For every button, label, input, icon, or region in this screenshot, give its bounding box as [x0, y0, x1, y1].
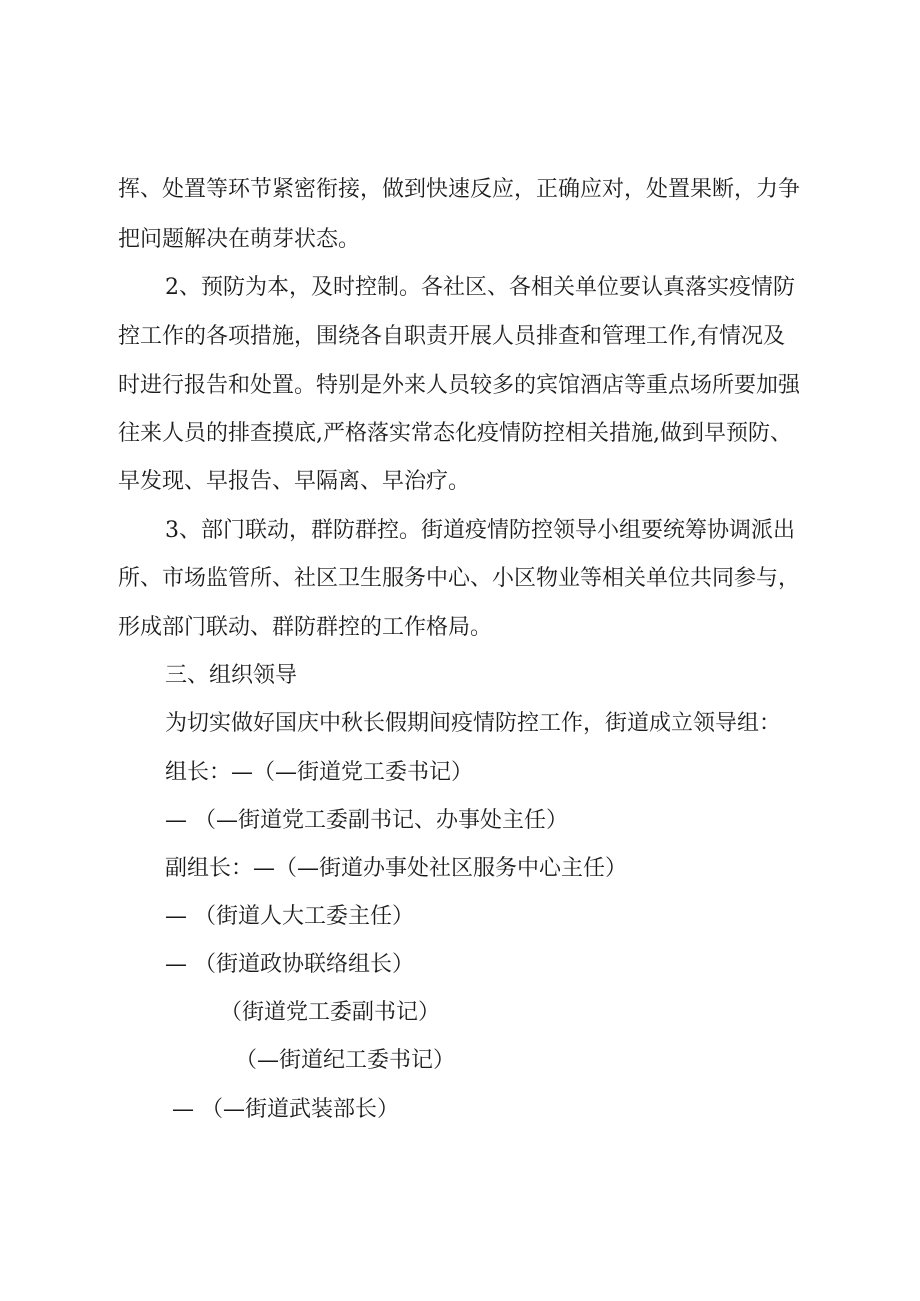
- section-heading: 三、组织领导: [165, 663, 298, 688]
- paragraph-2-line-1: 2、预防为本，及时控制。各社区、各相关单位要认真落实疫情防: [165, 275, 795, 300]
- member-5: — （—街道武装部长）: [172, 1097, 399, 1122]
- paragraph-1-line-2: 把问题解决在萌芽状态。: [118, 227, 361, 252]
- member-4: （—街道纪工委书记）: [235, 1048, 456, 1073]
- member-1: — （街道人大工委主任）: [165, 904, 414, 929]
- paragraph-1-line-1: 挥、处置等环节紧密衔接，做到快速反应，正确应对，处置果断，力争: [118, 177, 801, 202]
- intro-line: 为切实做好国庆中秋长假期间疫情防控工作，街道成立领导组：: [165, 711, 782, 736]
- member-2: — （街道政协联络组长）: [165, 952, 414, 977]
- paragraph-2-line-3: 时进行报告和处置。特别是外来人员较多的宾馆酒店等重点场所要加强: [118, 373, 801, 398]
- paragraph-2-line-4: 往来人员的排查摸底,严格落实常态化疫情防控相关措施,做到早预防、: [118, 421, 792, 446]
- member-3: （街道党工委副书记）: [220, 1000, 441, 1025]
- group-leader-2: — （—街道党工委副书记、办事处主任）: [165, 808, 568, 833]
- paragraph-3-line-1: 3、部门联动，群防群控。街道疫情防控领导小组要统筹协调派出: [165, 518, 795, 543]
- paragraph-3-line-3: 形成部门联动、群防群控的工作格局。: [118, 615, 493, 640]
- group-leader: 组长：—（—街道党工委书记）: [165, 760, 474, 785]
- paragraph-3-line-2: 所、市场监管所、社区卫生服务中心、小区物业等相关单位共同参与，: [118, 566, 801, 591]
- paragraph-2-line-2: 控工作的各项措施，围绕各自职责开展人员排查和管理工作,有情况及: [118, 324, 785, 349]
- deputy-leader: 副组长：—（—街道办事处社区服务中心主任）: [165, 856, 628, 881]
- paragraph-2-line-5: 早发现、早报告、早隔离、早治疗。: [118, 469, 471, 494]
